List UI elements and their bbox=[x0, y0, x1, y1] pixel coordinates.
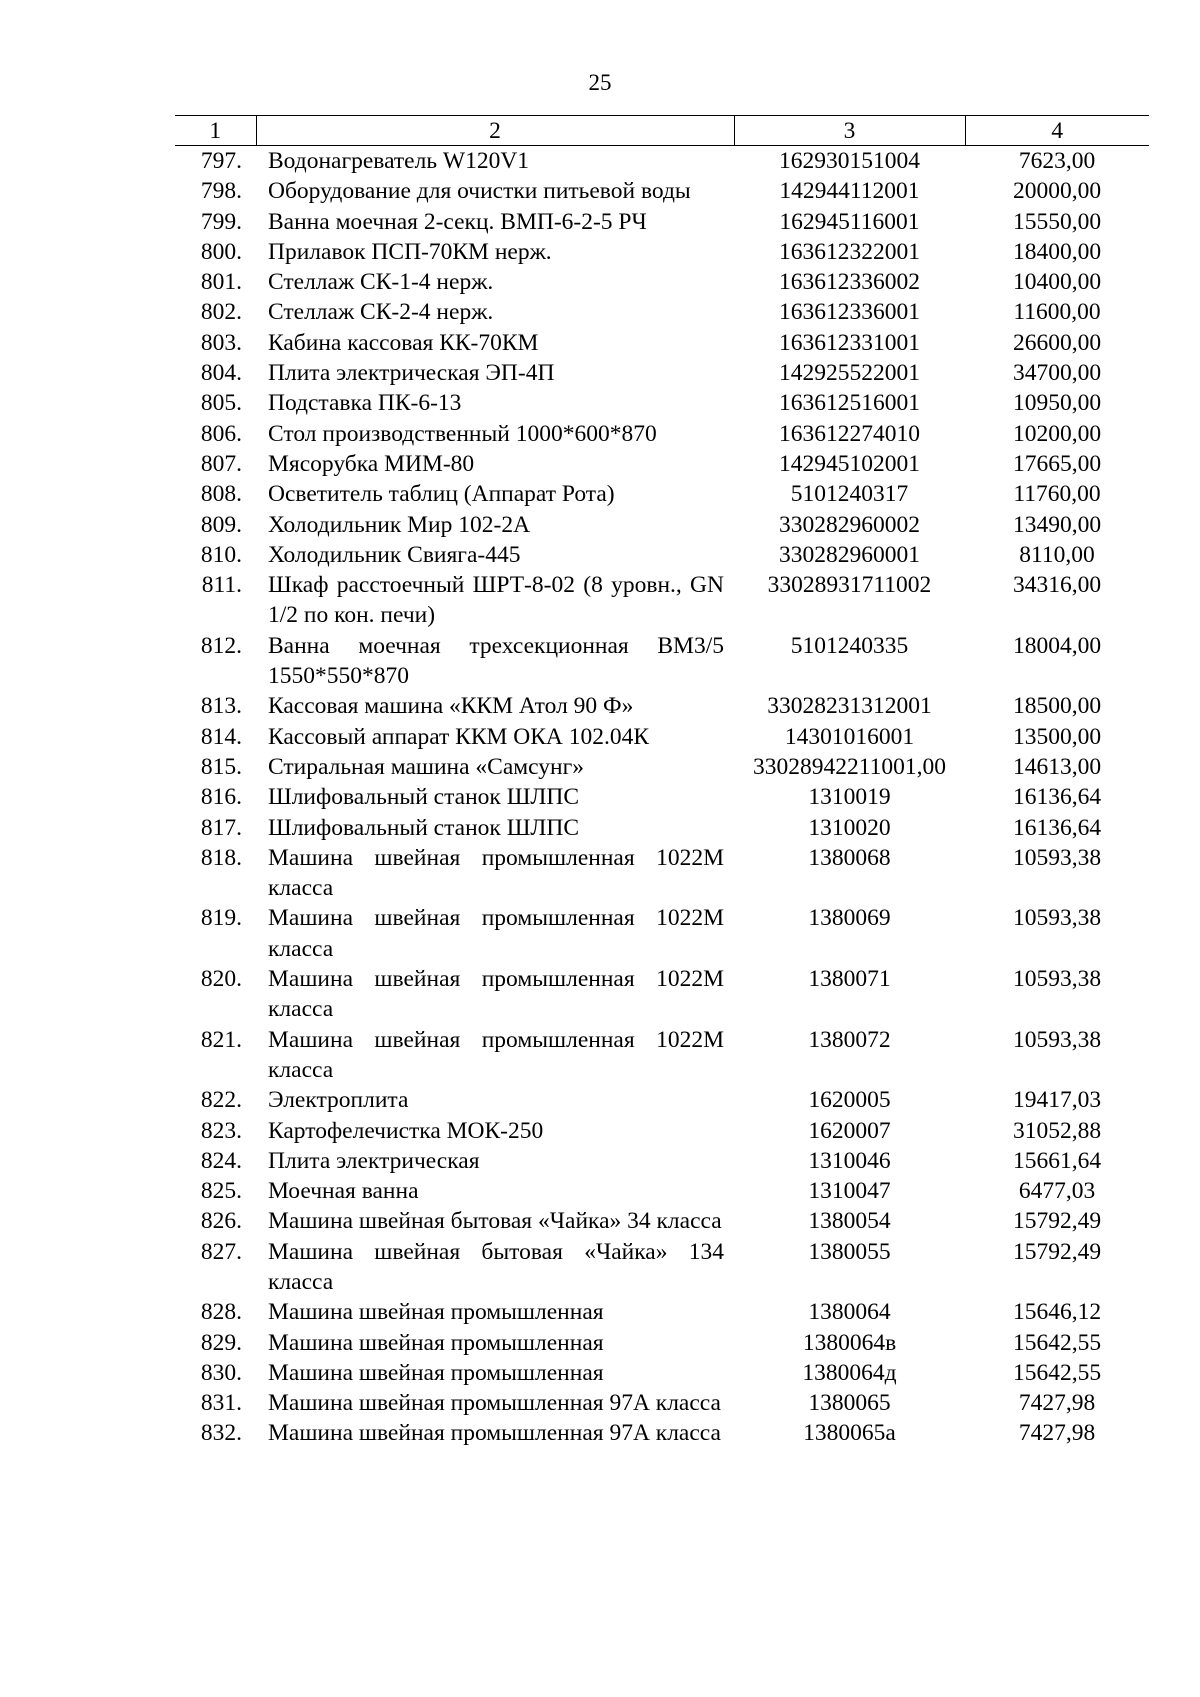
row-number: 802. bbox=[200, 299, 242, 326]
item-cost: 17665,00 bbox=[1012, 450, 1102, 477]
inventory-code: 33028931711002 bbox=[767, 572, 932, 599]
item-name: Электроплита bbox=[268, 1087, 409, 1114]
item-cost: 15642,55 bbox=[1012, 1359, 1102, 1386]
table-row bbox=[175, 328, 1149, 358]
item-cost: 19417,03 bbox=[1012, 1087, 1102, 1114]
table-row bbox=[175, 1328, 1149, 1358]
item-name: Машина швейная бытовая «Чайка» 134 класса bbox=[268, 1238, 724, 1295]
page-number: 25 bbox=[588, 70, 612, 95]
item-name: Стеллаж СК-2-4 нерж. bbox=[268, 299, 494, 326]
item-cost: 13490,00 bbox=[1012, 511, 1102, 538]
row-number: 808. bbox=[200, 481, 242, 508]
item-cost: 6477,03 bbox=[1018, 1178, 1096, 1205]
inventory-code: 5101240317 bbox=[790, 481, 909, 508]
inventory-code: 1380064д bbox=[802, 1359, 897, 1386]
inventory-code: 1310020 bbox=[808, 814, 891, 841]
row-number: 829. bbox=[200, 1329, 242, 1356]
header-row bbox=[175, 116, 1149, 146]
row-number: 814. bbox=[200, 723, 242, 750]
item-cost: 15792,49 bbox=[1012, 1238, 1102, 1265]
inventory-code: 163612331001 bbox=[779, 329, 920, 356]
inventory-code: 163612322001 bbox=[779, 238, 920, 265]
table-row bbox=[175, 1085, 1149, 1115]
inventory-code: 330282960002 bbox=[779, 511, 920, 538]
inventory-code: 142925522001 bbox=[779, 360, 920, 387]
table-row bbox=[175, 813, 1149, 843]
item-name: Осветитель таблиц (Аппарат Рота) bbox=[268, 481, 615, 508]
table-row bbox=[175, 964, 1149, 1025]
item-name: Кассовый аппарат ККМ ОКА 102.04К bbox=[268, 723, 650, 750]
table-row bbox=[175, 570, 1149, 631]
item-name: Машина швейная промышленная 1022М класса bbox=[268, 844, 724, 902]
table-row bbox=[175, 1418, 1149, 1448]
table-row bbox=[175, 1388, 1149, 1418]
row-number: 820. bbox=[200, 966, 242, 993]
row-number: 797. bbox=[200, 148, 242, 174]
row-number: 798. bbox=[200, 178, 242, 205]
inventory-code: 1620005 bbox=[808, 1087, 891, 1114]
inventory-code: 163612336001 bbox=[779, 299, 920, 326]
item-cost: 26600,00 bbox=[1012, 329, 1102, 356]
item-name: Холодильник Мир 102-2А bbox=[268, 511, 531, 538]
item-name: Машина швейная промышленная 97А класса bbox=[268, 1420, 721, 1447]
table-row bbox=[175, 510, 1149, 540]
item-cost: 18004,00 bbox=[1012, 632, 1102, 659]
table-row bbox=[175, 782, 1149, 812]
row-number: 824. bbox=[200, 1147, 242, 1174]
header-col-2: 2 bbox=[256, 116, 734, 146]
item-name: Машина швейная промышленная bbox=[268, 1359, 604, 1386]
item-cost: 13500,00 bbox=[1012, 723, 1102, 750]
item-cost: 10200,00 bbox=[1012, 420, 1102, 447]
item-cost: 15661,64 bbox=[1012, 1147, 1102, 1174]
inventory-code: 163612336002 bbox=[779, 269, 920, 296]
row-number: 823. bbox=[200, 1117, 242, 1144]
row-number: 825. bbox=[200, 1178, 242, 1205]
table-row bbox=[175, 691, 1149, 721]
inventory-code: 1380054 bbox=[808, 1208, 891, 1235]
item-name: Кассовая машина «ККМ Атол 90 Ф» bbox=[268, 693, 634, 720]
header-col-3: 3 bbox=[734, 116, 965, 146]
item-name: Плита электрическая bbox=[268, 1147, 480, 1174]
row-number: 809. bbox=[200, 511, 242, 538]
table-row bbox=[175, 267, 1149, 297]
item-cost: 10400,00 bbox=[1012, 269, 1102, 296]
row-number: 822. bbox=[200, 1087, 242, 1114]
row-number: 804. bbox=[200, 360, 242, 387]
item-name: Прилавок ПСП-70КМ нерж. bbox=[268, 238, 552, 265]
item-name: Ванна моечная 2-секц. ВМП-6-2-5 РЧ bbox=[268, 208, 647, 235]
header-col-4: 4 bbox=[965, 116, 1149, 146]
table-row bbox=[175, 1297, 1149, 1327]
row-number: 832. bbox=[200, 1420, 242, 1447]
table-row bbox=[175, 752, 1149, 782]
item-cost: 14613,00 bbox=[1012, 753, 1102, 780]
item-cost: 10593,38 bbox=[1012, 905, 1102, 932]
inventory-code: 1380071 bbox=[808, 966, 891, 993]
item-name: Моечная ванна bbox=[268, 1178, 419, 1205]
item-name: Шлифовальный станок ШЛПС bbox=[268, 814, 579, 841]
item-name: Холодильник Свияга-445 bbox=[268, 541, 521, 568]
item-cost: 20000,00 bbox=[1012, 178, 1102, 205]
table-row bbox=[175, 479, 1149, 509]
table-row bbox=[175, 631, 1149, 692]
inventory-code: 1310019 bbox=[808, 784, 891, 811]
row-number: 810. bbox=[200, 541, 242, 568]
table-row bbox=[175, 207, 1149, 237]
inventory-code: 1310046 bbox=[808, 1147, 891, 1174]
item-cost: 8110,00 bbox=[1019, 541, 1095, 568]
row-number: 828. bbox=[200, 1299, 242, 1326]
item-name: Шлифовальный станок ШЛПС bbox=[268, 784, 579, 811]
item-cost: 15646,12 bbox=[1012, 1299, 1102, 1326]
inventory-code: 14301016001 bbox=[784, 723, 915, 750]
item-cost: 10593,38 bbox=[1012, 844, 1102, 871]
item-cost: 10950,00 bbox=[1012, 390, 1102, 417]
table-row bbox=[175, 237, 1149, 267]
item-cost: 31052,88 bbox=[1012, 1117, 1102, 1144]
item-cost: 16136,64 bbox=[1012, 784, 1102, 811]
item-name: Стеллаж СК-1-4 нерж. bbox=[268, 269, 494, 296]
inventory-code: 162945116001 bbox=[779, 208, 920, 235]
item-name: Стиральная машина «Самсунг» bbox=[268, 753, 584, 780]
row-number: 799. bbox=[200, 208, 242, 235]
inventory-code: 142945102001 bbox=[779, 450, 920, 477]
inventory-code: 163612516001 bbox=[779, 390, 920, 417]
row-number: 816. bbox=[200, 784, 242, 811]
row-number: 819. bbox=[200, 905, 242, 932]
inventory-code: 1380068 bbox=[808, 844, 891, 871]
item-name: Ванна моечная трехсекционная ВМ3/5 1550*550*870 bbox=[268, 632, 724, 690]
table-row bbox=[175, 419, 1149, 449]
inventory-code: 1380069 bbox=[808, 905, 891, 932]
item-name: Кабина кассовая КК-70КМ bbox=[268, 329, 539, 356]
table-row bbox=[175, 297, 1149, 327]
table-row bbox=[175, 1025, 1149, 1086]
table-row bbox=[175, 722, 1149, 752]
row-number: 821. bbox=[200, 1026, 242, 1053]
inventory-code: 5101240335 bbox=[790, 632, 909, 659]
inventory-code: 1380064в bbox=[802, 1329, 897, 1356]
inventory-code: 1380065а bbox=[803, 1420, 896, 1447]
item-cost: 7427,98 bbox=[1018, 1420, 1096, 1447]
inventory-code: 1380072 bbox=[808, 1026, 891, 1053]
inventory-code: 1380055 bbox=[808, 1238, 891, 1265]
item-name: Машина швейная бытовая «Чайка» 34 класса bbox=[268, 1208, 722, 1235]
row-number: 826. bbox=[200, 1208, 242, 1235]
table-row bbox=[175, 1237, 1149, 1298]
inventory-code: 33028231312001 bbox=[767, 693, 932, 720]
item-name: Стол производственный 1000*600*870 bbox=[268, 420, 657, 447]
table-row bbox=[175, 1176, 1149, 1206]
row-number: 800. bbox=[200, 238, 242, 265]
item-name: Оборудование для очистки питьевой воды bbox=[268, 178, 691, 205]
table-body bbox=[175, 146, 1149, 1449]
row-number: 813. bbox=[200, 693, 242, 720]
table-row bbox=[175, 903, 1149, 964]
inventory-code: 330282960001 bbox=[779, 541, 920, 568]
table-row bbox=[175, 146, 1149, 177]
table-row bbox=[175, 1116, 1149, 1146]
table-row bbox=[175, 1358, 1149, 1388]
item-cost: 34700,00 bbox=[1012, 360, 1102, 387]
row-number: 817. bbox=[200, 814, 242, 841]
item-cost: 7427,98 bbox=[1018, 1390, 1096, 1417]
item-name: Мясорубка МИМ-80 bbox=[268, 450, 475, 477]
table-row bbox=[175, 176, 1149, 206]
row-number: 827. bbox=[200, 1238, 242, 1265]
item-name: Машина швейная промышленная bbox=[268, 1329, 604, 1356]
inventory-code: 1310047 bbox=[808, 1178, 891, 1205]
table-header bbox=[175, 116, 1149, 146]
row-number: 812. bbox=[200, 632, 242, 659]
item-cost: 11600,00 bbox=[1013, 299, 1101, 326]
inventory-code: 1380065 bbox=[808, 1390, 891, 1417]
inventory-code: 1380064 bbox=[808, 1299, 891, 1326]
item-cost: 10593,38 bbox=[1012, 966, 1102, 993]
item-name: Машина швейная промышленная 97А класса bbox=[268, 1390, 721, 1417]
item-name: Машина швейная промышленная 1022М класса bbox=[268, 905, 724, 962]
inventory-code: 142944112001 bbox=[779, 178, 920, 205]
item-name: Картофелечистка МОК-250 bbox=[268, 1117, 544, 1144]
item-name: Водонагреватель W120V1 bbox=[268, 148, 530, 174]
table-row bbox=[175, 1206, 1149, 1236]
row-number: 811. bbox=[201, 572, 242, 599]
item-cost: 16136,64 bbox=[1012, 814, 1102, 841]
inventory-code: 163612274010 bbox=[779, 420, 920, 447]
inventory-code: 162930151004 bbox=[779, 148, 920, 174]
table-row bbox=[175, 540, 1149, 570]
item-cost: 7623,00 bbox=[1018, 148, 1096, 174]
item-cost: 11760,00 bbox=[1013, 481, 1101, 508]
header-col-1: 1 bbox=[175, 116, 256, 146]
item-cost: 18400,00 bbox=[1012, 238, 1102, 265]
row-number: 801. bbox=[200, 269, 242, 296]
row-number: 830. bbox=[200, 1359, 242, 1386]
row-number: 831. bbox=[200, 1390, 242, 1417]
item-name: Машина швейная промышленная 1022М класса bbox=[268, 966, 724, 1023]
item-name: Подставка ПК-6-13 bbox=[268, 390, 462, 417]
row-number: 803. bbox=[200, 329, 242, 356]
item-name: Плита электрическая ЭП-4П bbox=[268, 360, 555, 387]
item-name: Машина швейная промышленная bbox=[268, 1299, 604, 1326]
table-row bbox=[175, 843, 1149, 904]
item-cost: 15642,55 bbox=[1012, 1329, 1102, 1356]
item-cost: 10593,38 bbox=[1012, 1026, 1102, 1053]
item-cost: 34316,00 bbox=[1012, 572, 1102, 599]
item-name: Шкаф расстоечный ШРТ-8-02 (8 уровн., GN 1/2 по кон. печи) bbox=[268, 572, 724, 629]
table-row bbox=[175, 1146, 1149, 1176]
table-row bbox=[175, 358, 1149, 388]
row-number: 807. bbox=[200, 450, 242, 477]
inventory-code: 1620007 bbox=[808, 1117, 891, 1144]
row-number: 815. bbox=[200, 753, 242, 780]
item-name: Машина швейная промышленная 1022М класса bbox=[268, 1026, 724, 1083]
table-row bbox=[175, 388, 1149, 418]
row-number: 806. bbox=[200, 420, 242, 447]
item-cost: 18500,00 bbox=[1012, 693, 1102, 720]
table-row bbox=[175, 449, 1149, 479]
item-cost: 15792,49 bbox=[1012, 1208, 1102, 1235]
inventory-code: 33028942211001,00 bbox=[752, 753, 946, 780]
row-number: 805. bbox=[200, 390, 242, 417]
row-number: 818. bbox=[200, 844, 242, 871]
inventory-table bbox=[175, 115, 1149, 1449]
item-cost: 15550,00 bbox=[1012, 208, 1102, 235]
